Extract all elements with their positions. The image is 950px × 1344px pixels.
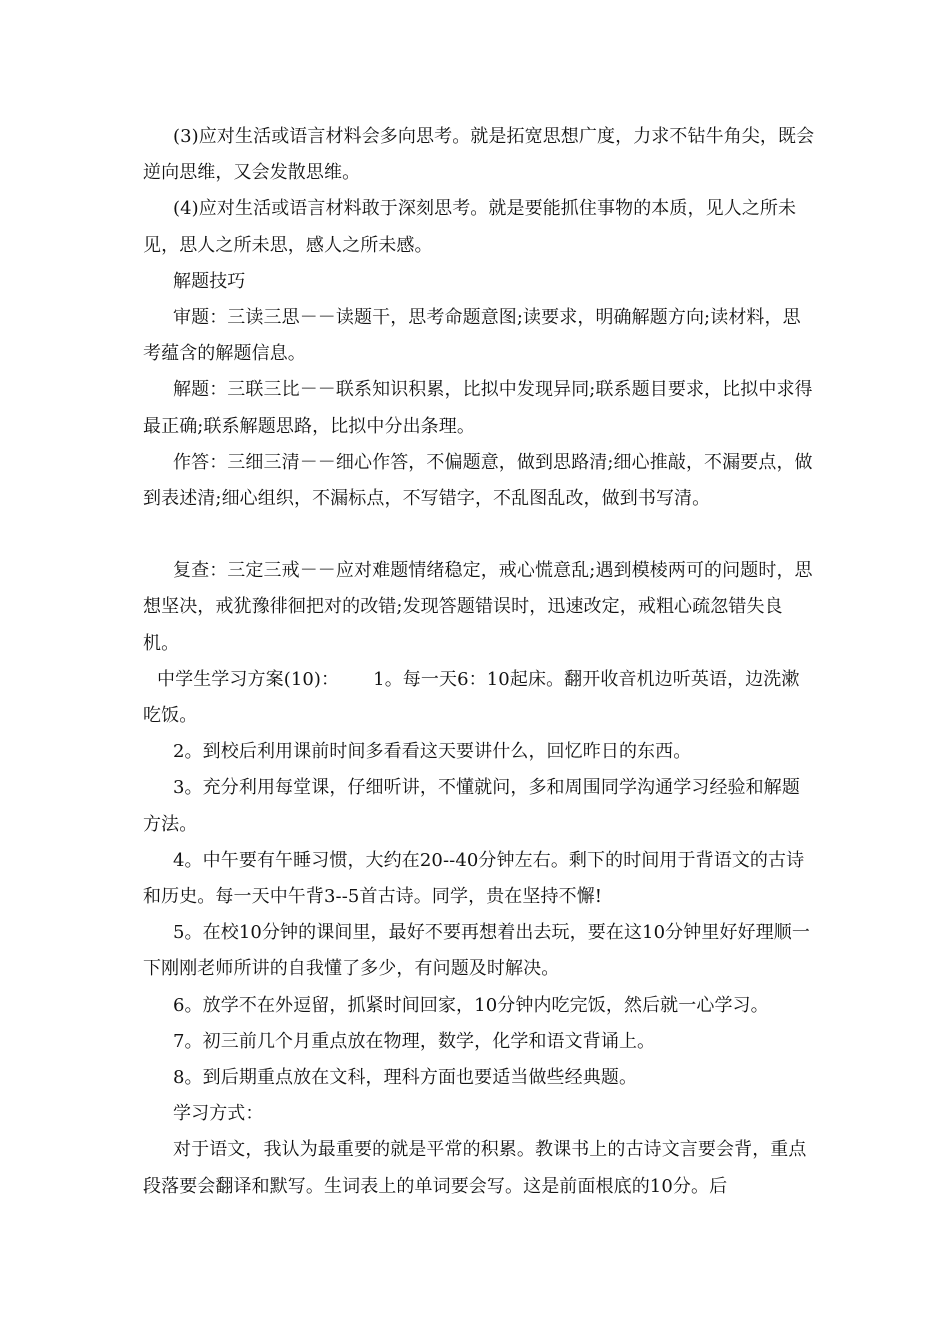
paragraph-solve-question: 解题：三联三比－－联系知识积累，比拟中发现异同;联系题目要求，比拟中求得最正确;联系解题思路，比拟中分出条理。 <box>143 379 813 437</box>
document-page <box>143 119 815 1205</box>
paragraph-review-question: 审题：三读三思－－读题干，思考命题意图;读要求，明确解题方向;读材料，思考蕴含的解题信息。 <box>143 307 801 365</box>
study-plan-item-8: 8。到后期重点放在文科，理科方面也要适当做些经典题。 <box>173 1067 638 1089</box>
study-plan-item-1: 1。每一天6：10起床。翻开收音机边听英语，边洗漱吃饭。 <box>143 668 800 727</box>
study-plan-item-6: 6。放学不在外逗留，抓紧时间回家，10分钟内吃完饭，然后就一心学习。 <box>173 994 769 1016</box>
study-plan-item-5: 5。在校10分钟的课间里，最好不要再想着出去玩，要在这10分钟里好好理顺一下刚刚老师所讲的自我懂了多少，有问题及时解决。 <box>143 922 810 980</box>
paragraph-answer-question: 作答：三细三清－－细心作答，不偏题意，做到思路清;细心推敲，不漏要点，做到表述清;细心组织，不漏标点，不写错字，不乱图乱改，做到书写清。 <box>143 451 813 510</box>
study-plan-heading: 中学生学习方案(10)： <box>157 668 340 690</box>
study-plan-item-3: 3。充分利用每堂课，仔细听讲，不懂就问，多和周围同学沟通学习经验和解题方法。 <box>143 777 800 835</box>
paragraph-study-plan-intro <box>143 662 815 734</box>
study-plan-item-2: 2。到校后利用课前时间多看看这天要讲什么，回忆昨日的东西。 <box>173 741 692 763</box>
study-plan-item-7: 7。初三前几个月重点放在物理，数学，化学和语文背诵上。 <box>173 1030 656 1052</box>
paragraph-chinese-study: 对于语文，我认为最重要的就是平常的积累。教课书上的古诗文言要会背，重点段落要会翻译和默写。生词表上的单词要会写。这是前面根底的10分。后 <box>143 1139 807 1197</box>
section-heading-study-methods: 学习方式： <box>173 1103 264 1125</box>
paragraph-multi-directional-thinking: (3)应对生活或语言材料会多向思考。就是拓宽思想广度，力求不钻牛角尖，既会逆向思维，又会发散思维。 <box>143 126 815 184</box>
study-plan-item-4: 4。中午要有午睡习惯，大约在20--40分钟左右。剩下的时间用于背语文的古诗和历史。每一天中午背3--5首古诗。同学，贵在坚持不懈! <box>143 849 805 908</box>
paragraph-deep-thinking: (4)应对生活或语言材料敢于深刻思考。就是要能抓住事物的本质，见人之所未见，思人之所未思，感人之所未感。 <box>143 198 797 256</box>
section-heading-problem-solving-skills: 解题技巧 <box>173 270 246 292</box>
paragraph-check-answers: 复查：三定三戒－－应对难题情绪稳定，戒心慌意乱;遇到模棱两可的问题时，思想坚决，戒犹豫徘徊把对的改错;发现答题错误时，迅速改定，戒粗心疏忽错失良机。 <box>143 560 813 654</box>
blank-line <box>143 517 815 553</box>
